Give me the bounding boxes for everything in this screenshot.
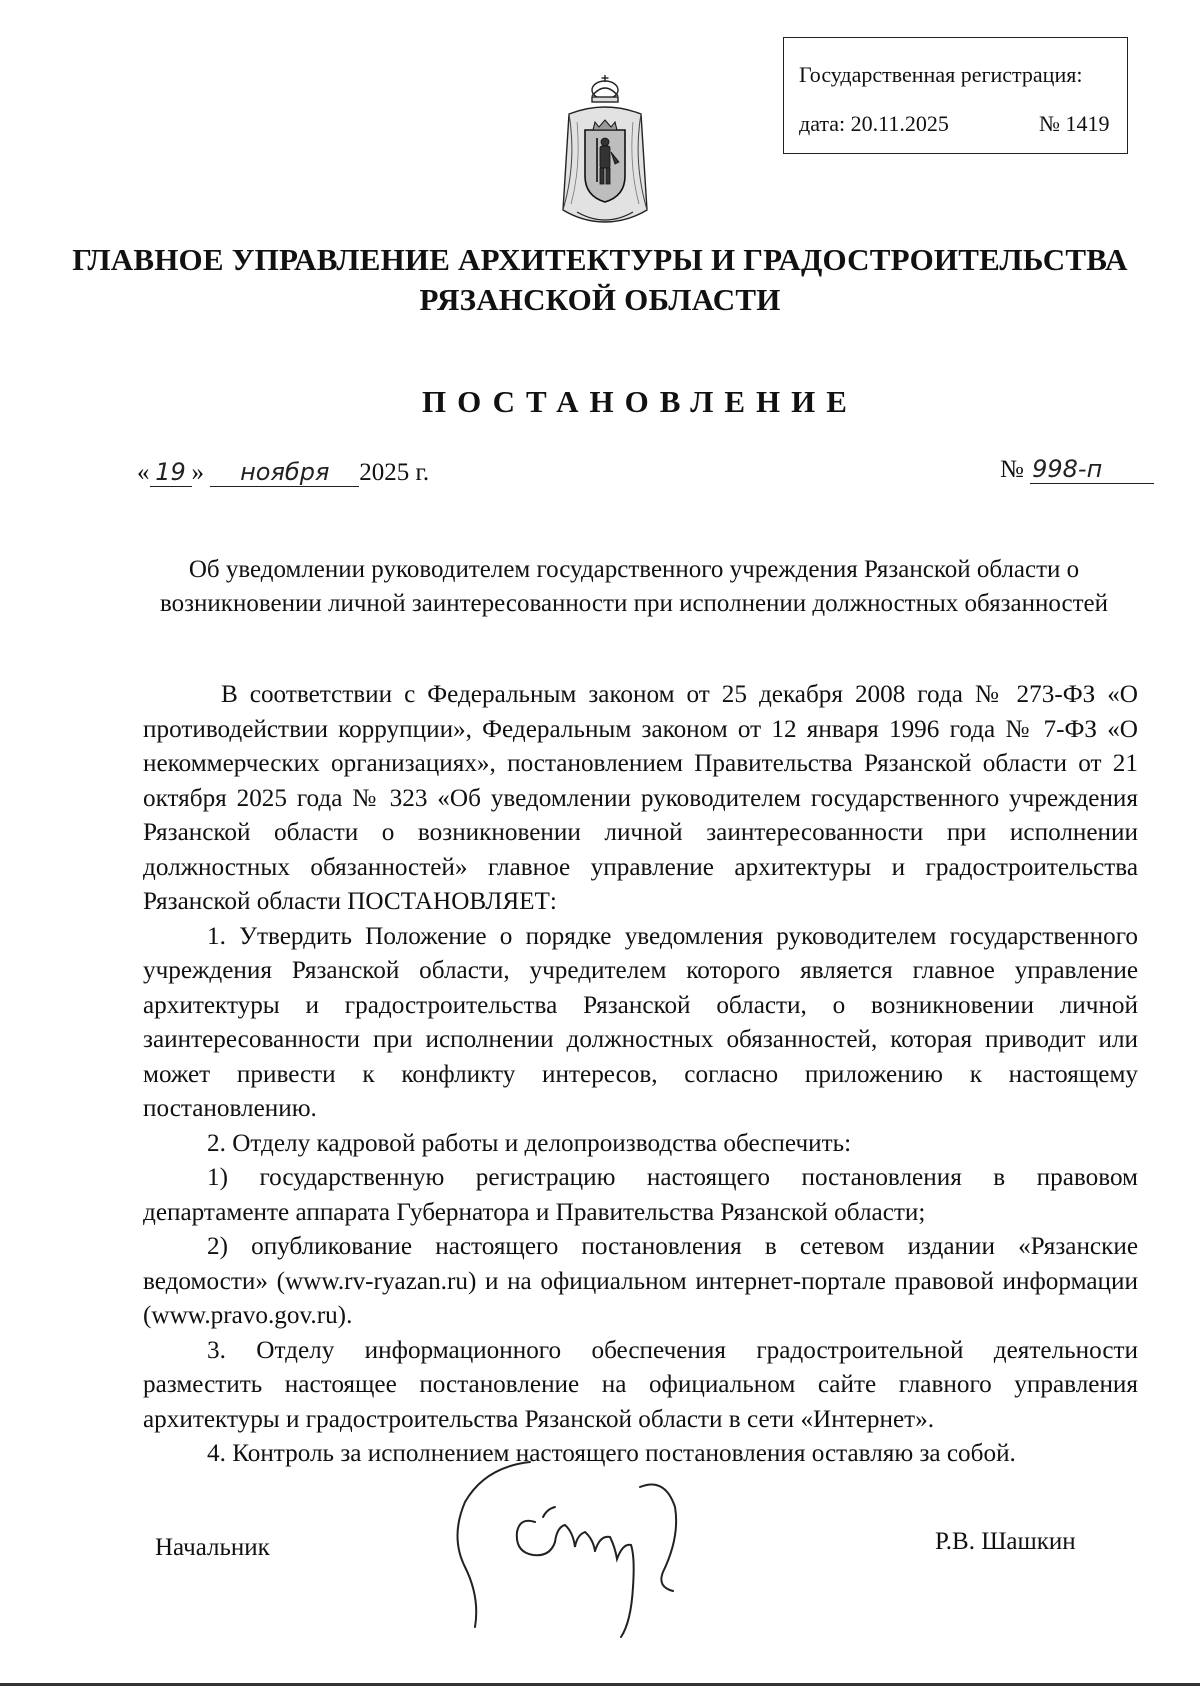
item-3-paragraph: 3. Отделу информационного обеспечения градостроительной деятельности разместить настоящее постановление на официальном сайте главного управления архитектуры и градостроительства Рязанской области в сети «Интернет». (143, 1336, 1138, 1433)
registration-date: дата: 20.11.2025 (799, 111, 949, 136)
signatory-position: Начальник (155, 1534, 270, 1561)
registration-title: Государственная регистрация: (799, 62, 1083, 87)
item-1-paragraph: 1. Утвердить Положение о порядке уведомления руководителем государственного учреждения Рязанской области, учредителем которого является главное управление архитектуры и градостроительства Рязанской области, о возникновении личной заинтересованности при исполнении должностных обязанностей, которая приводит или может привести к конфликту интересов, согласно приложению к настоящему постановлению. (143, 922, 1138, 1122)
document-subject: Об уведомлении руководителем государственного учреждения Рязанской области о возникновении личной заинтересованности при исполнении должностных обязанностей (160, 556, 1108, 617)
document-type: ПОСТАНОВЛЕНИЕ (422, 384, 858, 419)
issue-month: ноября (210, 458, 359, 487)
coat-of-arms-icon (557, 72, 653, 232)
item-2-1-paragraph: 1) государственную регистрацию настоящего постановления в правовом департаменте аппарата Губернатора и Правительства Рязанской области; (143, 1164, 1138, 1226)
organization-title-line2: РЯЗАНСКОЙ ОБЛАСТИ (419, 282, 781, 317)
issue-year: 2025 г. (359, 459, 430, 486)
item-2-2-paragraph: 2) опубликование настоящего постановления в сетевом издании «Рязанские ведомости» (www.rv-ryazan.ru) и на официальном интернет-портале правовой информации (www.pravo.gov.ru). (143, 1233, 1138, 1329)
handwritten-signature-icon (425, 1447, 755, 1647)
issue-number (1000, 455, 1154, 484)
close-quote: » (191, 459, 204, 486)
open-quote: « (137, 459, 150, 486)
item-4-paragraph: 4. Контроль за исполнением настоящего постановления оставляю за собой. (207, 1440, 1016, 1467)
registration-number: № 1419 (1039, 111, 1110, 136)
issue-date (137, 458, 429, 487)
issue-day: 19 (150, 458, 192, 487)
signatory-name: Р.В. Шашкин (935, 1528, 1076, 1555)
scan-bottom-edge (0, 1683, 1200, 1686)
item-2-paragraph: 2. Отделу кадровой работы и делопроизводства обеспечить: (207, 1129, 852, 1157)
registration-stamp (783, 37, 1128, 154)
number-prefix: № (1000, 456, 1024, 483)
document-body (143, 678, 1138, 1472)
issue-number-value: 998-п (1030, 455, 1154, 484)
organization-title-line1: ГЛАВНОЕ УПРАВЛЕНИЕ АРХИТЕКТУРЫ И ГРАДОСТРОИТЕЛЬСТВА (72, 242, 1128, 277)
organization-title (0, 240, 1200, 320)
preamble-paragraph: В соответствии с Федеральным законом от 25 декабря 2008 года № 273-ФЗ «О противодействии коррупции», Федеральным законом от 12 января 1996 года № 7-ФЗ «О некоммерческих организациях», постановлением Правительства Рязанской области от 21 октября 2025 года № 323 «Об уведомлении руководителем государственного учреждения Рязанской области о возникновении личной заинтересованности при исполнении должностных обязанностей» главное управление архитектуры и градостроительства Рязанской области ПОСТАНОВЛЯЕТ: (143, 681, 1138, 915)
